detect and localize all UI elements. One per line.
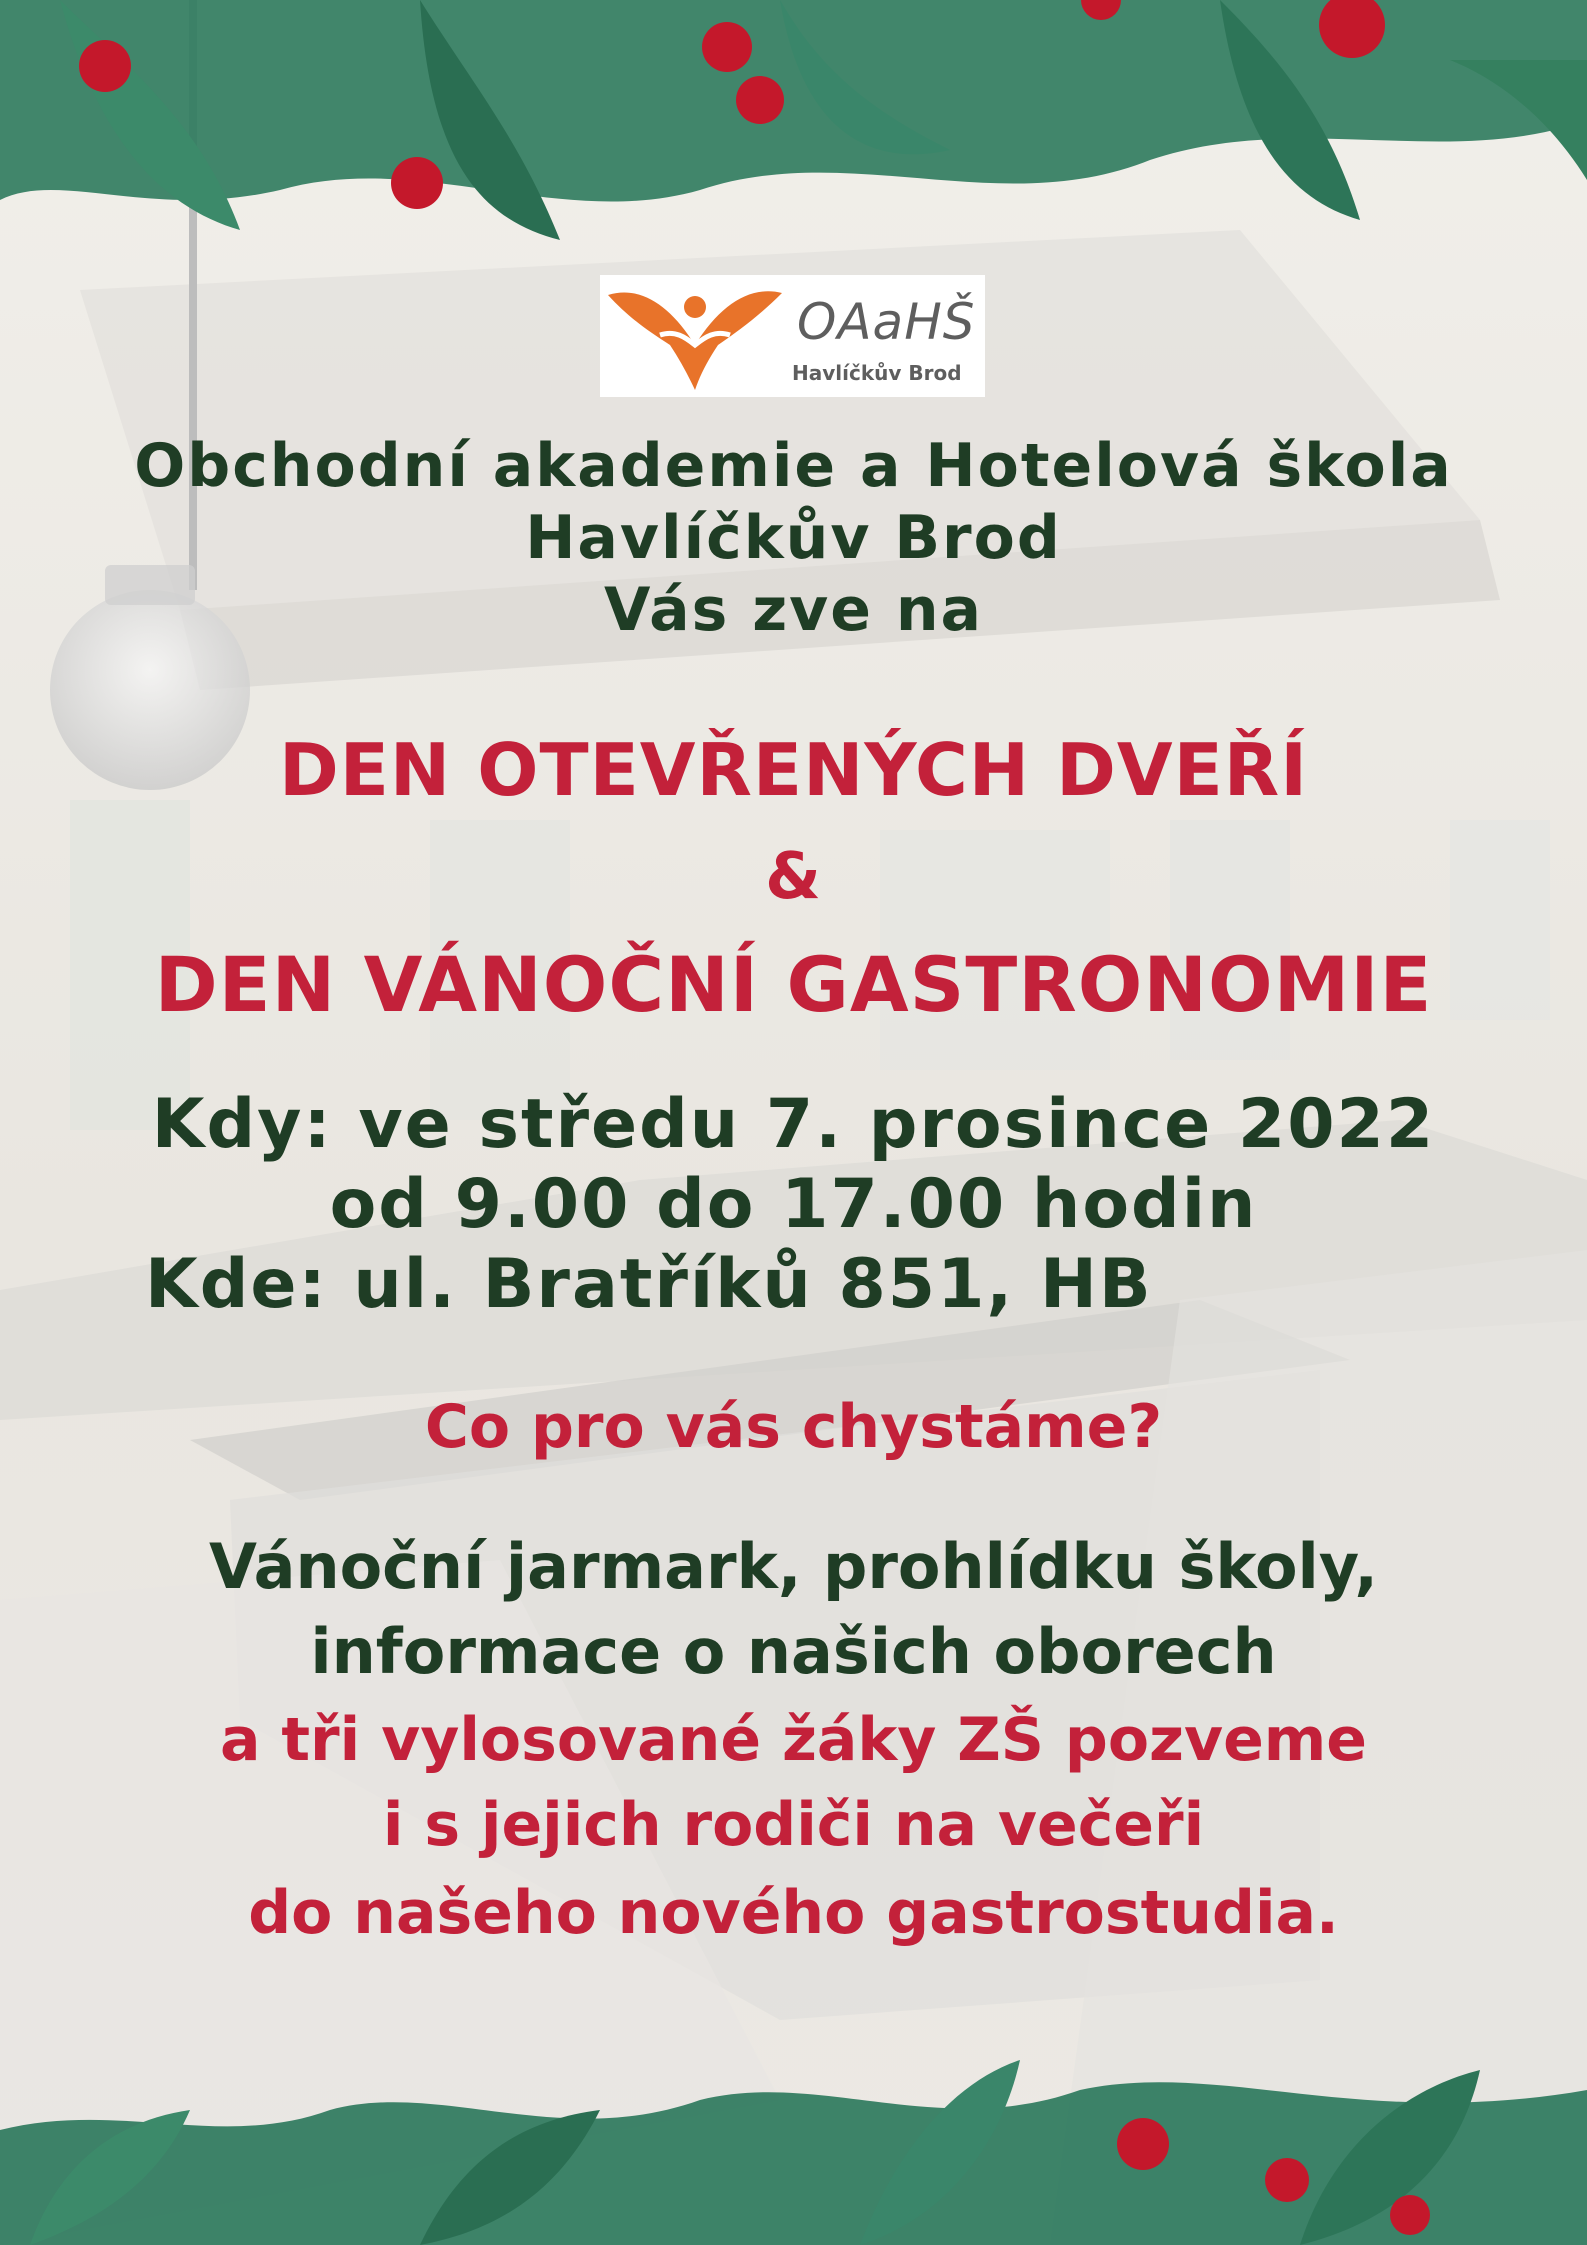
headline-ampersand: & <box>765 840 822 914</box>
program-line-1: Vánoční jarmark, prohlídku školy, <box>209 1530 1378 1603</box>
program-line-3: a tři vylosované žáky ZŠ pozveme <box>220 1705 1367 1775</box>
school-logo-mark <box>600 275 790 397</box>
headline-christmas-gastronomy: DEN VÁNOČNÍ GASTRONOMIE <box>154 940 1433 1029</box>
logo-town: Havlíčkův Brod <box>792 361 962 385</box>
program-question: Co pro vás chystáme? <box>424 1392 1163 1462</box>
program-line-2: informace o našich oborech <box>310 1615 1277 1688</box>
invites-you-text: Vás zve na <box>603 575 984 645</box>
school-name: Obchodní akademie a Hotelová škola <box>134 431 1453 501</box>
school-logo <box>600 275 985 397</box>
program-line-5: do našeho nového gastrostudia. <box>248 1878 1339 1948</box>
event-date: Kdy: ve středu 7. prosince 2022 <box>151 1085 1436 1164</box>
invitation-intro <box>0 430 1587 646</box>
event-location: Kde: ul. Bratříků 851, HB <box>145 1245 1153 1324</box>
program-line-4: i s jejich rodiči na večeři <box>382 1790 1205 1860</box>
school-town: Havlíčkův Brod <box>525 503 1062 573</box>
headline-open-day: DEN OTEVŘENÝCH DVEŘÍ <box>278 728 1309 812</box>
event-time: od 9.00 do 17.00 hodin <box>329 1165 1258 1244</box>
logo-acronym: OAaHŠ <box>797 293 976 351</box>
